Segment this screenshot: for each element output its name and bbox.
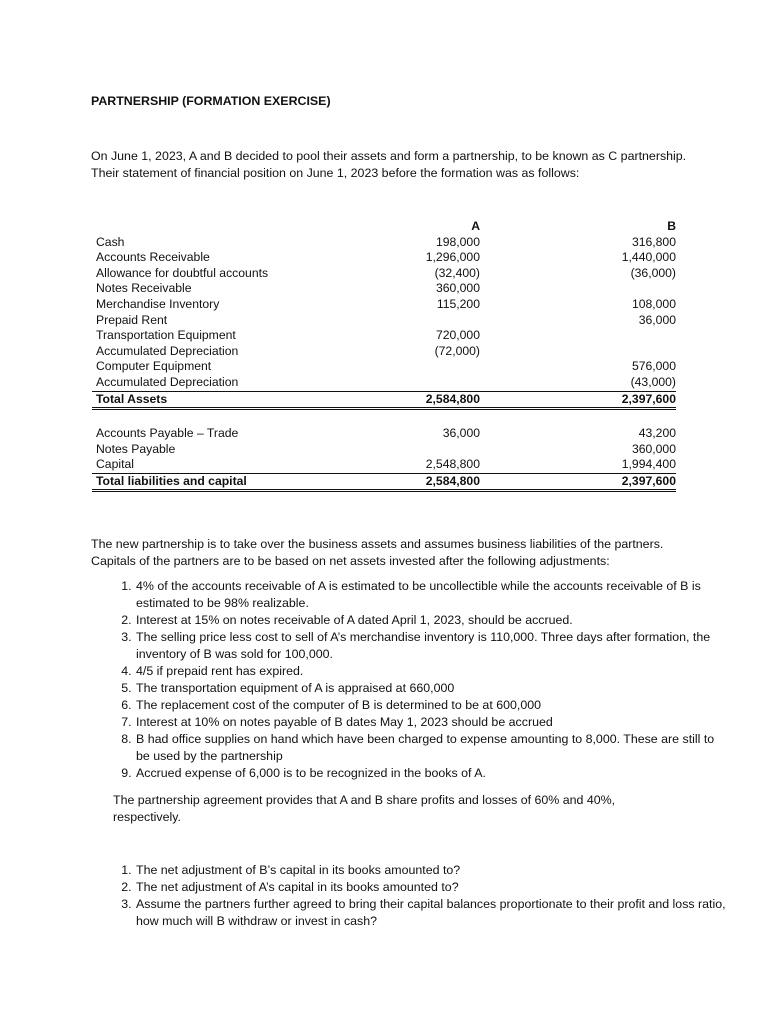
value-b: 360,000 (631, 441, 676, 456)
table-row (92, 266, 676, 282)
value-a: 360,000 (435, 281, 480, 296)
row-label: Accounts Receivable (96, 250, 210, 265)
adjustments-intro-paragraph: The new partnership is to take over the business assets and assumes business liabilities of the partners. Capitals of the partners are to be based on net assets invested after the following adjustments: (91, 537, 664, 568)
questions-list (91, 862, 727, 930)
value-a: 198,000 (435, 234, 480, 249)
document-title: PARTNERSHIP (FORMATION EXERCISE) (91, 94, 331, 108)
row-label: Notes Receivable (96, 281, 192, 296)
row-label: Accumulated Depreciation (96, 343, 239, 358)
row-label: Merchandise Inventory (96, 296, 220, 311)
value-a: (72,000) (434, 343, 480, 358)
row-label: Allowance for doubtful accounts (96, 265, 269, 280)
table-header-row (92, 219, 676, 235)
value-a: 2,548,800 (425, 457, 480, 472)
table-row (92, 359, 676, 375)
adjustment-item: 1. 4% of the accounts receivable of A is estimated to be uncollectible while the accounts receivable of B is estimated to be 98% realizable. (135, 578, 727, 612)
table-row (92, 426, 676, 442)
value-a (402, 313, 480, 329)
adjustment-item: 8. B had office supplies on hand which have been charged to expense amounting to 8,000. These are still to be used by the partnership (135, 731, 727, 765)
table-row (92, 235, 676, 251)
value-b: 2,397,600 (595, 391, 676, 409)
assets-table (92, 219, 676, 410)
row-label: Total Assets (92, 391, 296, 409)
value-b: 1,994,400 (621, 457, 676, 472)
table-row (92, 328, 676, 344)
value-a: 2,584,800 (402, 391, 480, 409)
adjustment-item: 2. Interest at 15% on notes receivable of A dated April 1, 2023, should be accrued. (135, 612, 727, 629)
row-label: Accumulated Depreciation (96, 374, 239, 389)
value-a (402, 375, 480, 391)
value-a (402, 359, 480, 375)
value-b (595, 344, 676, 360)
row-label: Capital (96, 457, 134, 472)
question-item: 1. The net adjustment of B’s capital in its books amounted to? (135, 862, 727, 879)
value-b: 2,397,600 (595, 473, 676, 491)
table-row (92, 250, 676, 266)
liabilities-table (92, 426, 676, 492)
table-row (92, 375, 676, 391)
value-a: 115,200 (436, 296, 480, 311)
adjustment-item: 9. Accrued expense of 6,000 is to be recognized in the books of A. (135, 765, 727, 782)
value-b: 108,000 (631, 296, 676, 311)
profit-sharing-paragraph: The partnership agreement provides that A and B share profits and losses of 60% and 40%, respectively. (113, 793, 616, 824)
value-a: 1,296,000 (425, 250, 480, 265)
row-label: Transportation Equipment (96, 328, 236, 343)
question-item: 2. The net adjustment of A’s capital in its books amounted to? (135, 879, 727, 896)
value-b (595, 281, 676, 297)
column-header-a: A (471, 219, 480, 233)
row-label: Total liabilities and capital (92, 473, 296, 491)
adjustments-list (91, 578, 727, 782)
column-header-b: B (667, 219, 676, 233)
value-b: 43,200 (638, 426, 676, 440)
table-row (92, 473, 676, 491)
value-b: 576,000 (631, 359, 676, 374)
table-row (92, 442, 676, 458)
question-item: 3. Assume the partners further agreed to bring their capital balances proportionate to their profit and loss ratio, how much will B withdraw or invest in cash? (135, 896, 727, 930)
intro-paragraph: On June 1, 2023, A and B decided to pool their assets and form a partnership, to be known as C partnership. Their statement of financial position on June 1, 2023 before the formation was as follows: (91, 149, 687, 180)
row-label: Accounts Payable – Trade (96, 426, 239, 440)
row-label: Cash (96, 234, 125, 249)
adjustment-item: 7. Interest at 10% on notes payable of B dates May 1, 2023 should be accrued (135, 714, 727, 731)
adjustment-item: 3. The selling price less cost to sell of A’s merchandise inventory is 110,000. Three days after formation, the inventory of B was sold for 100,000. (135, 629, 727, 663)
row-label: Computer Equipment (96, 359, 212, 374)
value-b: 36,000 (638, 312, 676, 327)
value-a: (32,400) (434, 265, 480, 280)
value-a: 720,000 (435, 328, 480, 343)
table-row (92, 313, 676, 329)
table-row (92, 281, 676, 297)
adjustment-item: 4. 4/5 if prepaid rent has expired. (135, 663, 727, 680)
table-row (92, 391, 676, 409)
row-label: Notes Payable (96, 441, 176, 456)
value-b: 316,800 (631, 234, 676, 249)
value-b: (36,000) (630, 265, 676, 280)
value-a (402, 442, 480, 458)
row-label: Prepaid Rent (96, 312, 168, 327)
table-row (92, 297, 676, 313)
value-a: 36,000 (442, 426, 480, 440)
table-row (92, 457, 676, 473)
value-b (595, 328, 676, 344)
value-b: (43,000) (630, 374, 676, 389)
value-a: 2,584,800 (402, 473, 480, 491)
adjustment-item: 5. The transportation equipment of A is appraised at 660,000 (135, 680, 727, 697)
value-b: 1,440,000 (621, 250, 676, 265)
adjustment-item: 6. The replacement cost of the computer of B is determined to be at 600,000 (135, 697, 727, 714)
table-row (92, 344, 676, 360)
